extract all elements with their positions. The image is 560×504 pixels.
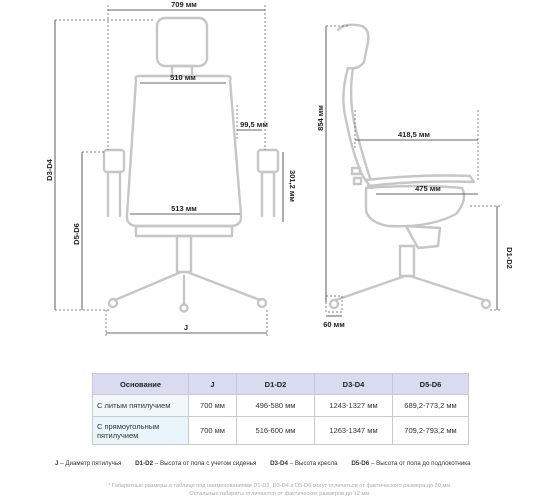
dim-side-depth-top: [355, 110, 478, 182]
legend-item-d1d2: D1-D2 – Высота от пола с учетом сиденья: [135, 460, 257, 467]
dim-height-total: [326, 26, 350, 302]
dim-label-headrest-offset: 99,5 мм: [240, 120, 268, 129]
footnote: [0, 482, 560, 498]
legend-item-d3d4: D3-D4 – Высота кресла: [270, 460, 338, 467]
table-row: [93, 395, 469, 417]
dim-label-d5d6: D5-D6: [72, 223, 81, 245]
cell-d5d6: 689,2-773,2 мм: [393, 395, 469, 417]
footnote-line-1: * Габаритные размеры в таблице под наименованиями D1-D2, D3-D4 и D5-D6 могут отличаться от фактического размера до 30 мм.: [108, 483, 452, 489]
side-view-chair: [326, 25, 490, 312]
row-base-name: С литым пятилучием: [93, 395, 189, 417]
dim-label-wheel: 60 мм: [323, 320, 345, 329]
specs-table: [92, 373, 469, 445]
dim-d1d2: [470, 206, 500, 310]
cell-d1d2: 496-580 мм: [237, 395, 315, 417]
legend-item-d5d6: D5-D6 – Высота от пола до подлокотника: [351, 460, 471, 467]
dim-label-d1d2: D1-D2: [505, 247, 514, 269]
header-base: Основание: [93, 374, 189, 395]
header-d5d6: D5-D6: [393, 374, 469, 395]
front-view-chair: [104, 18, 278, 312]
dim-label-width-total: 709 мм: [171, 0, 197, 9]
cell-d5d6: 709,2-793,2 мм: [393, 417, 469, 445]
cell-j: 700 мм: [189, 417, 237, 445]
cell-d3d4: 1263-1347 мм: [315, 417, 393, 445]
cell-j: 700 мм: [189, 395, 237, 417]
dim-label-height-total: 854 мм: [316, 105, 325, 131]
table-row: [93, 417, 469, 445]
dim-label-d3d4: D3-D4: [45, 159, 54, 181]
dim-label-armrest-height: 301,2 мм: [288, 170, 297, 202]
dim-label-side-depth-seat: 475 мм: [415, 184, 441, 193]
cell-d3d4: 1243-1327 мм: [315, 395, 393, 417]
header-d3d4: D3-D4: [315, 374, 393, 395]
dim-label-j: J: [183, 323, 189, 332]
specs-header-row: [93, 374, 469, 395]
header-j: J: [189, 374, 237, 395]
legend-item-j: J – Диаметр пятилучья: [55, 460, 122, 467]
cell-d1d2: 516-600 мм: [237, 417, 315, 445]
legend: [55, 460, 525, 467]
row-base-name: С прямоугольным пятилучием: [93, 417, 189, 445]
dim-label-backrest-width: 510 мм: [170, 73, 196, 82]
dim-d5d6: [82, 152, 104, 310]
footnote-line-2: Остальные габариты отличаются от фактических размеров до 12 мм.: [189, 491, 371, 497]
dim-j: [55, 310, 267, 338]
dim-label-seat-width: 513 мм: [171, 204, 197, 213]
dim-label-side-depth-top: 418,5 мм: [398, 130, 430, 139]
header-d1d2: D1-D2: [237, 374, 315, 395]
